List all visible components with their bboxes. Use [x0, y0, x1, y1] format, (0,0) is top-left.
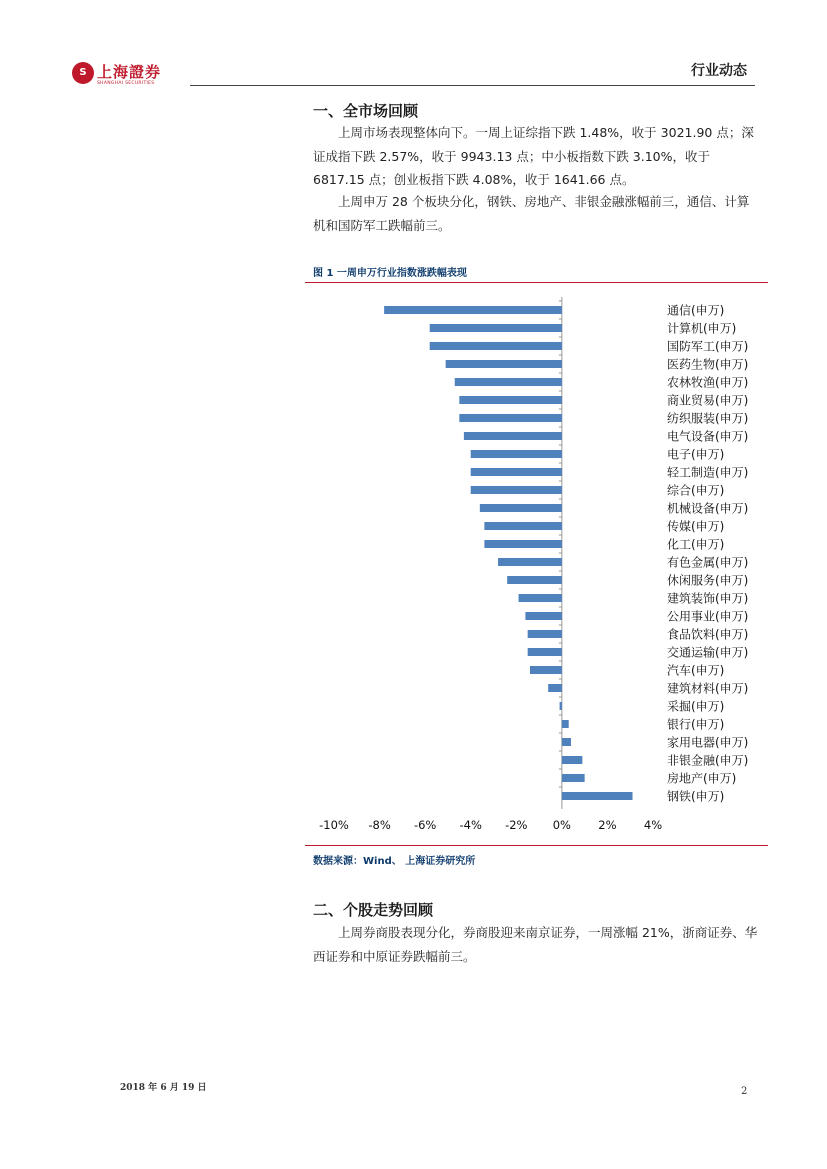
x-tick-label: -2% — [505, 818, 528, 832]
bar-21 — [530, 666, 562, 674]
bar-9 — [471, 450, 562, 458]
category-label: 商业贸易(申万) — [667, 393, 749, 408]
category-label: 纺织服装(申万) — [667, 411, 749, 426]
category-label: 机械设备(申万) — [667, 501, 749, 516]
bar-2 — [430, 324, 562, 332]
bar-18 — [525, 612, 561, 620]
bar-27 — [562, 774, 585, 782]
category-label: 银行(申万) — [667, 717, 725, 732]
bar-5 — [455, 378, 562, 386]
bar-3 — [430, 342, 562, 350]
category-label: 家用电器(申万) — [667, 735, 749, 750]
figure-bottom-rule — [305, 845, 768, 846]
category-label: 电气设备(申万) — [667, 429, 749, 444]
page-number: 2 — [741, 1086, 748, 1097]
section2-para1: 上周券商股表现分化，券商股迎来南京证券，一周涨幅 21%，浙商证券、华西证券和中原证券跌幅前三。 — [313, 925, 758, 964]
category-label: 农林牧渔(申万) — [667, 375, 749, 390]
section1-para1: 上周市场表现整体向下。一周上证综指下跌 1.48%，收于 3021.90 点；深证成指下跌 2.57%，收于 9943.13 点；中小板指数下跌 3.10%，收于 6817.15 点；创业板指下跌 4.08%，收于 1641.66 点。 — [313, 125, 754, 187]
bar-28 — [562, 792, 633, 800]
bar-24 — [562, 720, 569, 728]
header-divider — [190, 85, 755, 86]
category-label: 采掘(申万) — [667, 699, 725, 714]
bar-14 — [484, 540, 561, 548]
figure-title: 图 1 一周申万行业指数涨跌幅表现 — [313, 268, 467, 279]
bar-10 — [471, 468, 562, 476]
logo-brand-en: SHANGHAI SECURITIES — [97, 81, 155, 86]
bar-22 — [548, 684, 562, 692]
logo-brand-text: 上海證券 — [97, 63, 162, 81]
section1-para2: 上周申万 28 个板块分化，钢铁、房地产、非银金融涨幅前三，通信、计算机和国防军工跌幅前三。 — [313, 194, 750, 233]
x-tick-label: -8% — [368, 818, 391, 832]
bar-6 — [459, 396, 562, 404]
header-section-title: 行业动态 — [691, 63, 747, 79]
x-tick-label: 2% — [598, 818, 617, 832]
bar-20 — [528, 648, 562, 656]
category-label: 交通运输(申万) — [667, 645, 749, 660]
bar-23 — [560, 702, 562, 710]
x-tick-label: 4% — [643, 818, 663, 832]
bar-19 — [528, 630, 562, 638]
category-label: 建筑材料(申万) — [667, 681, 749, 696]
category-label: 化工(申万) — [667, 537, 725, 552]
industry-bar-chart — [305, 295, 768, 835]
category-label: 房地产(申万) — [667, 771, 737, 786]
bar-8 — [464, 432, 562, 440]
category-label: 非银金融(申万) — [667, 753, 749, 768]
category-label: 休闲服务(申万) — [667, 573, 749, 588]
category-label: 通信(申万) — [667, 303, 725, 318]
bar-17 — [519, 594, 562, 602]
footer-date: 2018 年 6 月 19 日 — [120, 1083, 207, 1093]
bar-25 — [562, 738, 571, 746]
x-tick-label: -4% — [459, 818, 482, 832]
bar-12 — [480, 504, 562, 512]
x-tick-label: 0% — [552, 818, 571, 832]
bar-26 — [562, 756, 583, 764]
bar-7 — [459, 414, 562, 422]
section2-heading: 二、个股走势回顾 — [313, 901, 434, 919]
category-label: 公用事业(申万) — [667, 609, 749, 624]
bar-16 — [507, 576, 562, 584]
category-label: 食品饮料(申万) — [667, 627, 749, 642]
category-label: 汽车(申万) — [667, 663, 725, 678]
logo-seal-icon: S — [72, 62, 94, 84]
bar-1 — [384, 306, 562, 314]
category-label: 有色金属(申万) — [667, 555, 749, 570]
category-label: 计算机(申万) — [667, 321, 737, 336]
category-label: 轻工制造(申万) — [667, 465, 749, 480]
bar-15 — [498, 558, 562, 566]
category-label: 医药生物(申万) — [667, 357, 749, 372]
chart-svg — [305, 295, 768, 835]
category-label: 电子(申万) — [667, 447, 725, 462]
category-label: 钢铁(申万) — [667, 789, 725, 804]
company-logo — [72, 60, 172, 90]
x-tick-label: -10% — [319, 818, 349, 832]
category-label: 传媒(申万) — [667, 519, 725, 534]
category-label: 综合(申万) — [667, 483, 725, 498]
category-label: 建筑装饰(申万) — [667, 591, 749, 606]
category-label: 国防军工(申万) — [667, 339, 749, 354]
section1-heading: 一、全市场回顾 — [313, 102, 419, 120]
bar-4 — [446, 360, 562, 368]
bar-11 — [471, 486, 562, 494]
figure-source: 数据来源：Wind、 上海证券研究所 — [313, 856, 476, 867]
figure-top-rule — [305, 282, 768, 283]
x-tick-label: -6% — [413, 818, 437, 832]
bar-13 — [484, 522, 561, 530]
